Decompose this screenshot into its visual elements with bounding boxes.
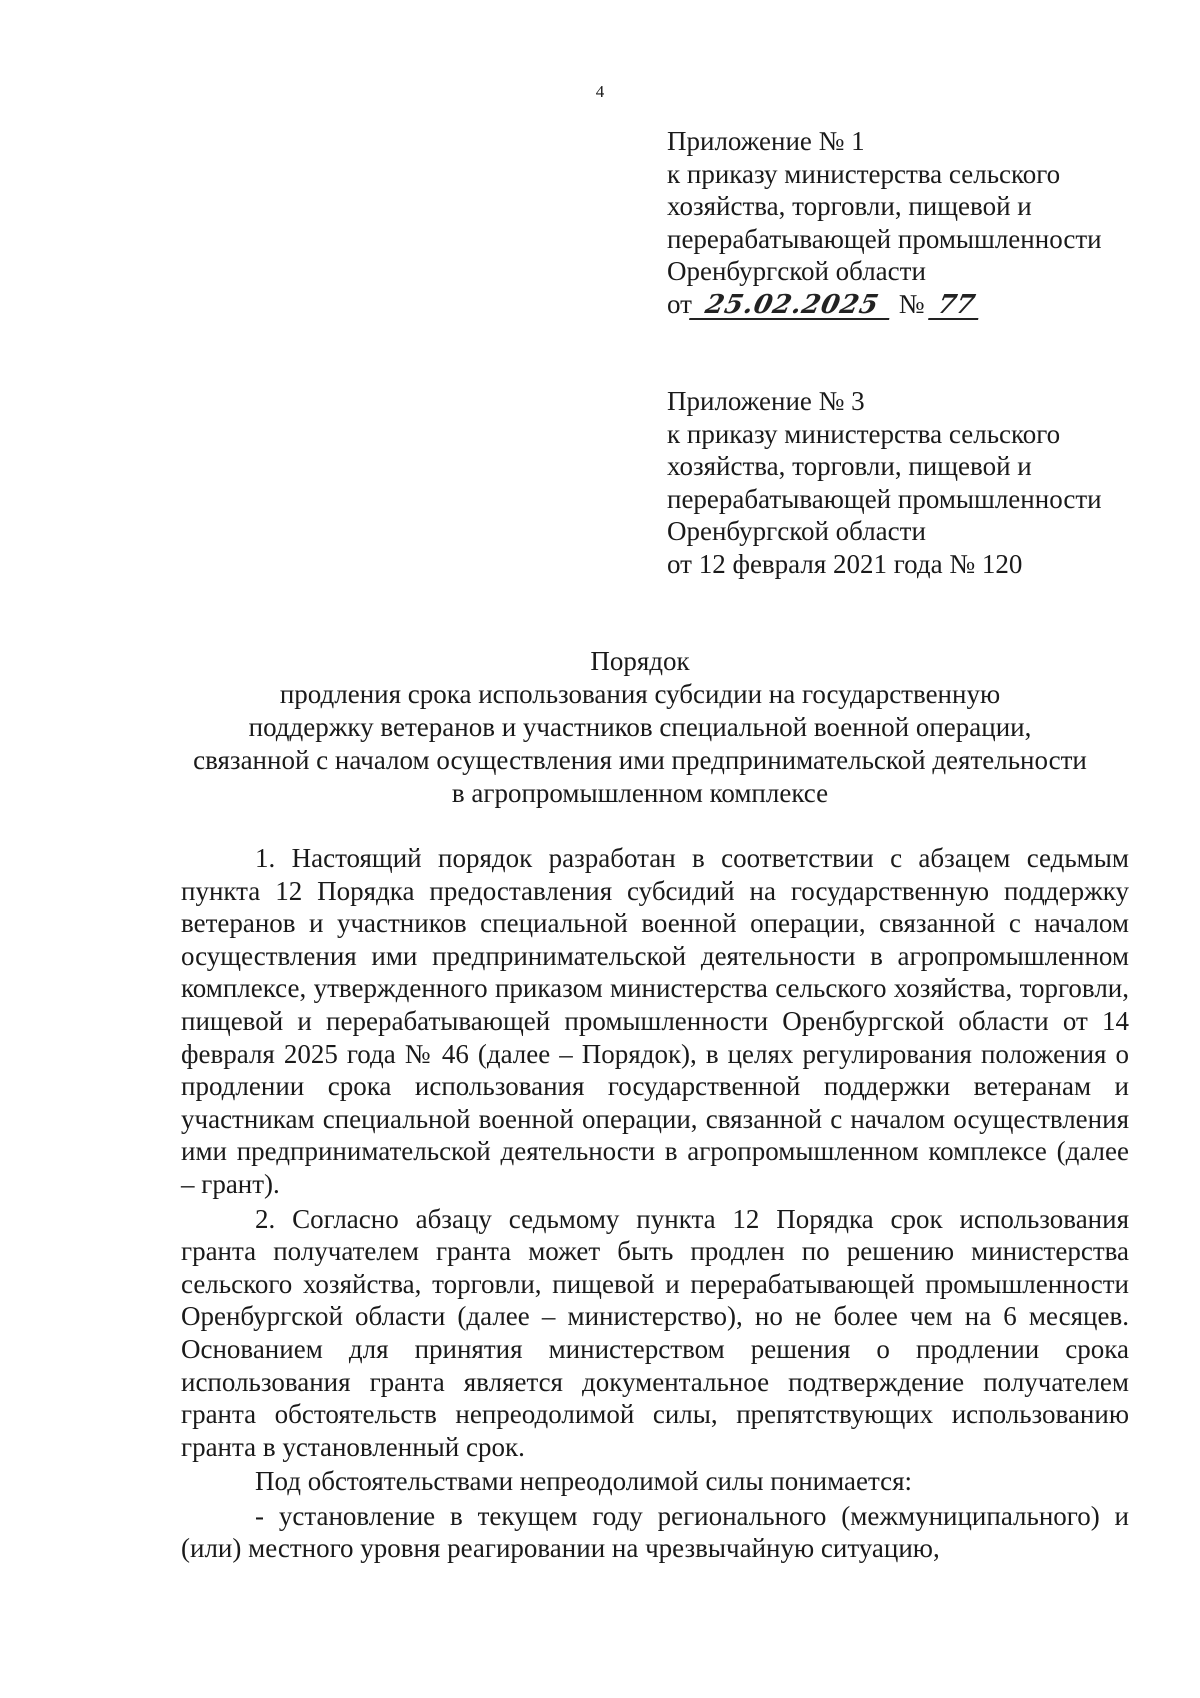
appendix-1-line: Приложение № 1 xyxy=(667,126,865,156)
paragraph: Под обстоятельствами непреодолимой силы понимается: xyxy=(255,1466,913,1497)
handwritten-number: 77 xyxy=(928,292,984,320)
appendix-3-line: к приказу министерства сельского xyxy=(667,418,1061,449)
appendix-3-line: от 12 февраля 2021 года № 120 xyxy=(667,548,1023,579)
paragraph: 1. Настоящий порядок разработан в соответствии с абзацем седьмым пункта 12 Порядка предоставления субсидий на государственную поддержку ветеранов и участников специальной военной операции, связанной с началом осуществления ими предпринимательской деятельности в агропромышленном комплексе, утвержденного приказом министерства сельского хозяйства, торговли, пищевой и перерабатывающей промышленности Оренбургской области от 14 февраля 2025 года № 46 (далее – Порядок), в целях регулирования положения о продлении срока использования государственной поддержки ветеранам и участникам специальной военной операции, связанной с началом осуществления ими предпринимательской деятельности в агропромышленном комплексе (далее – грант). xyxy=(181,843,1129,1199)
title-line: поддержку ветеранов и участников специальной военной операции, xyxy=(248,712,1032,742)
title-line: связанной с началом осуществления ими предпринимательской деятельности xyxy=(193,745,1087,775)
title-heading: Порядок xyxy=(590,646,690,676)
appendix-1-line: к приказу министерства сельского xyxy=(667,158,1061,189)
paragraph: 2. Согласно абзацу седьмому пункта 12 Порядка срок использования гранта получателем гранта может быть продлен по решению министерства сельского хозяйства, торговли, пищевой и перерабатывающей промышленности Оренбургской области (далее – министерство), но не более чем на 6 месяцев. Основанием для принятия министерством решения о продлении срока использования гранта является документальное подтверждение получателем гранта обстоятельств непреодолимой силы, препятствующих использованию гранта в установленный срок. xyxy=(181,1203,1129,1462)
appendix-1-line: Оренбургской области xyxy=(667,256,926,286)
title-line: продления срока использования субсидии на государственную xyxy=(279,679,1001,709)
appendix-1-date-line xyxy=(667,288,1147,321)
appendix-3-line: перерабатывающей промышленности xyxy=(667,483,1102,514)
date-prefix: от xyxy=(667,288,692,319)
appendix-3-line: Оренбургской области xyxy=(667,516,926,546)
appendix-3-header xyxy=(667,385,1147,580)
appendix-1-header xyxy=(667,125,1147,320)
document-body xyxy=(181,842,1129,1565)
paragraph: - установление в текущем году регионального (межмуниципального) и (или) местного уровня реагировании на чрезвычайную ситуацию, xyxy=(181,1500,1129,1564)
title-line: в агропромышленном комплексе xyxy=(451,778,829,808)
number-prefix: № xyxy=(898,288,925,319)
document-title xyxy=(150,645,1130,810)
appendix-3-line: Приложение № 3 xyxy=(667,386,865,416)
appendix-1-line: хозяйства, торговли, пищевой и xyxy=(667,191,1032,221)
page-number: 4 xyxy=(595,82,605,101)
handwritten-date: 25.02.2025 xyxy=(689,292,895,320)
appendix-3-line: хозяйства, торговли, пищевой и xyxy=(667,451,1032,481)
appendix-1-line: перерабатывающей промышленности xyxy=(667,223,1102,254)
